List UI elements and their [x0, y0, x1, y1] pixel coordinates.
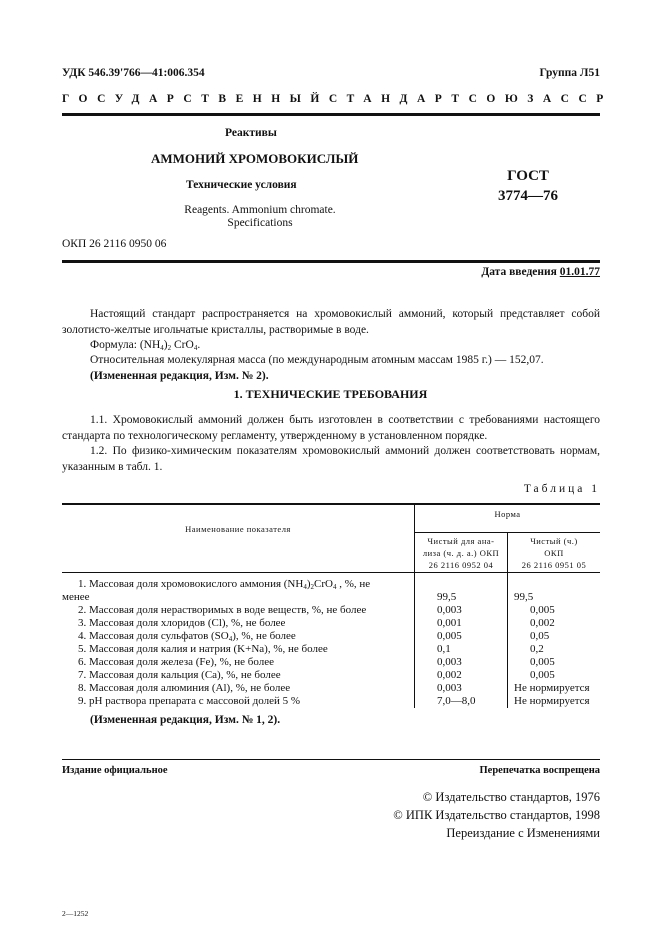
value-pure: 0,2	[508, 643, 601, 656]
copyright-line: © ИПК Издательство стандартов, 1998	[393, 808, 600, 822]
row-name-sub: 4	[332, 583, 337, 591]
date-label: Дата введения	[481, 266, 557, 278]
banner-word: СТАНДАРТ	[328, 93, 469, 105]
row-name	[62, 643, 415, 656]
table-row	[62, 643, 600, 656]
okp-code: ОКП 26 2116 0950 06	[62, 238, 167, 250]
row-name-text: ), %, не более	[232, 630, 296, 642]
value-pure: Не нормируется	[508, 695, 601, 708]
date-value: 01.01.77	[559, 266, 600, 278]
table-edit-note: (Измененная редакция, Изм. № 1, 2).	[90, 714, 281, 726]
value-analytical: 99,5	[415, 573, 508, 605]
doc-subtitle: Технические условия	[186, 179, 297, 191]
title-rule	[62, 260, 600, 263]
value-analytical: 0,003	[415, 682, 508, 695]
value-pure: 0,005	[508, 669, 601, 682]
print-code: 2—1252	[62, 909, 89, 918]
row-name-sub: 4	[303, 583, 307, 591]
footer-rule	[62, 759, 600, 760]
row-name	[62, 630, 415, 643]
header-line: Чистый для ана-	[427, 535, 495, 546]
table-row	[62, 695, 600, 708]
introduction-date	[481, 266, 600, 278]
value-pure: 0,005	[508, 656, 601, 669]
row-name-text: CrO	[314, 578, 333, 590]
reissue-note: Переиздание с Изменениями	[446, 826, 600, 840]
table-row	[62, 573, 600, 605]
formula	[62, 338, 600, 354]
row-name-sub: 2	[310, 583, 314, 591]
formula-text: CrO	[171, 339, 194, 351]
col-header-norm: Норма	[415, 504, 601, 533]
state-standard-banner	[62, 93, 613, 105]
gost-label: ГОСТ	[507, 168, 549, 184]
row-name	[62, 573, 415, 605]
value-pure: 0,005	[508, 604, 601, 617]
row-name-text: 8. Массовая доля алюминия (Al), %, не более	[78, 682, 291, 694]
clause-1-1: 1.1. Хромовокислый аммоний должен быть изготовлен в соответствии с требованиями настоящего стандарта по технологическому регламенту, утвержденному в установленном порядке.	[62, 414, 600, 442]
value-pure: 0,002	[508, 617, 601, 630]
formula-sub: 2	[167, 344, 172, 352]
english-title	[170, 204, 350, 230]
banner-word: СОЮЗА	[468, 93, 561, 105]
copyright-block	[393, 788, 600, 842]
udk-code: УДК 546.39'766—41:006.354	[62, 67, 205, 79]
value-analytical: 0,001	[415, 617, 508, 630]
value-analytical: 0,005	[415, 630, 508, 643]
row-name-text: 2. Массовая доля нерастворимых в воде веществ, %, не более	[78, 604, 367, 616]
gost-number: 3774—76	[498, 188, 558, 204]
english-title-line: Reagents. Ammonium chromate.	[184, 204, 336, 216]
doc-title: АММОНИЙ ХРОМОВОКИСЛЫЙ	[151, 151, 359, 166]
row-name	[62, 656, 415, 669]
value-analytical: 0,003	[415, 656, 508, 669]
row-name-text: 7. Массовая доля кальция (Ca), %, не более	[78, 669, 281, 681]
group-code: Группа Л51	[539, 67, 600, 79]
intro-edit-note: (Измененная редакция, Изм. № 2).	[90, 370, 269, 382]
table-caption: Таблица 1	[523, 483, 600, 495]
table-row	[62, 669, 600, 682]
formula-sub: 4	[193, 344, 198, 352]
row-name	[62, 604, 415, 617]
row-name	[62, 669, 415, 682]
formula-text: Формула: (NH	[90, 339, 161, 351]
table-row	[62, 604, 600, 617]
header-line: 26 2116 0951 05	[521, 559, 587, 570]
value-pure: Не нормируется	[508, 682, 601, 695]
header-line: Чистый (ч.)	[530, 535, 578, 546]
requirements-table	[62, 503, 600, 708]
banner-word: ГОСУДАРСТВЕННЫЙ	[62, 93, 329, 105]
row-name-text: 6. Массовая доля железа (Fe), %, не более	[78, 656, 274, 668]
gost-number-block	[498, 166, 558, 206]
header-line: ОКП	[544, 547, 564, 558]
header-line: 26 2116 0952 04	[428, 559, 494, 570]
table-row	[62, 656, 600, 669]
row-name-text: 1. Массовая доля хромовокислого аммония (NH	[78, 578, 304, 590]
value-analytical: 7,0—8,0	[415, 695, 508, 708]
reprint-notice: Перепечатка воспрещена	[479, 765, 600, 776]
formula-text: )	[163, 339, 168, 351]
row-name	[62, 695, 415, 708]
intro-paragraph: Настоящий стандарт распространяется на хромовокислый аммоний, который представляет собой золотисто-желтые игольчатые кристаллы, растворимые в воде.	[62, 308, 600, 336]
row-name-text: 3. Массовая доля хлоридов (Cl), %, не более	[78, 617, 286, 629]
row-name-text: )	[306, 578, 311, 590]
row-name-sub: 4	[228, 635, 233, 643]
col-header-pure	[508, 533, 601, 573]
table-row	[62, 682, 600, 695]
value-pure: 0,05	[508, 630, 601, 643]
value-analytical: 0,002	[415, 669, 508, 682]
clause-1-2: 1.2. По физико-химическим показателям хромовокислый аммоний должен соответствовать нормам, указанным в табл. 1.	[62, 445, 600, 473]
copyright-line: © Издательство стандартов, 1976	[422, 790, 600, 804]
row-name-text: 9. pH раствора препарата с массовой долей 5 %	[78, 695, 301, 707]
banner-word: ССР	[560, 93, 613, 105]
table-row	[62, 617, 600, 630]
value-analytical: 0,003	[415, 604, 508, 617]
row-name-text: 4. Массовая доля сульфатов (SO	[78, 630, 229, 642]
value-pure: 99,5	[508, 573, 601, 605]
category: Реактивы	[225, 127, 277, 139]
row-name	[62, 682, 415, 695]
row-name-cont: менее	[62, 591, 90, 603]
header-rule	[62, 113, 600, 116]
header-line: лиза (ч. д. а.) ОКП	[422, 547, 500, 558]
row-name-text: , %, не	[336, 578, 371, 590]
english-title-line: Specifications	[227, 217, 293, 229]
col-header-name: Наименование показателя	[62, 504, 415, 573]
molecular-mass: Относительная молекулярная масса (по международным атомным массам 1985 г.) — 152,07.	[90, 354, 544, 366]
value-analytical: 0,1	[415, 643, 508, 656]
col-header-analytical	[415, 533, 508, 573]
formula-text: .	[197, 339, 201, 351]
section-heading: 1. ТЕХНИЧЕСКИЕ ТРЕБОВАНИЯ	[233, 387, 428, 401]
table-row	[62, 630, 600, 643]
row-name	[62, 617, 415, 630]
row-name-text: 5. Массовая доля калия и натрия (K+Na), %, не более	[78, 643, 328, 655]
official-edition: Издание официальное	[62, 765, 168, 776]
formula-sub: 4	[160, 344, 164, 352]
